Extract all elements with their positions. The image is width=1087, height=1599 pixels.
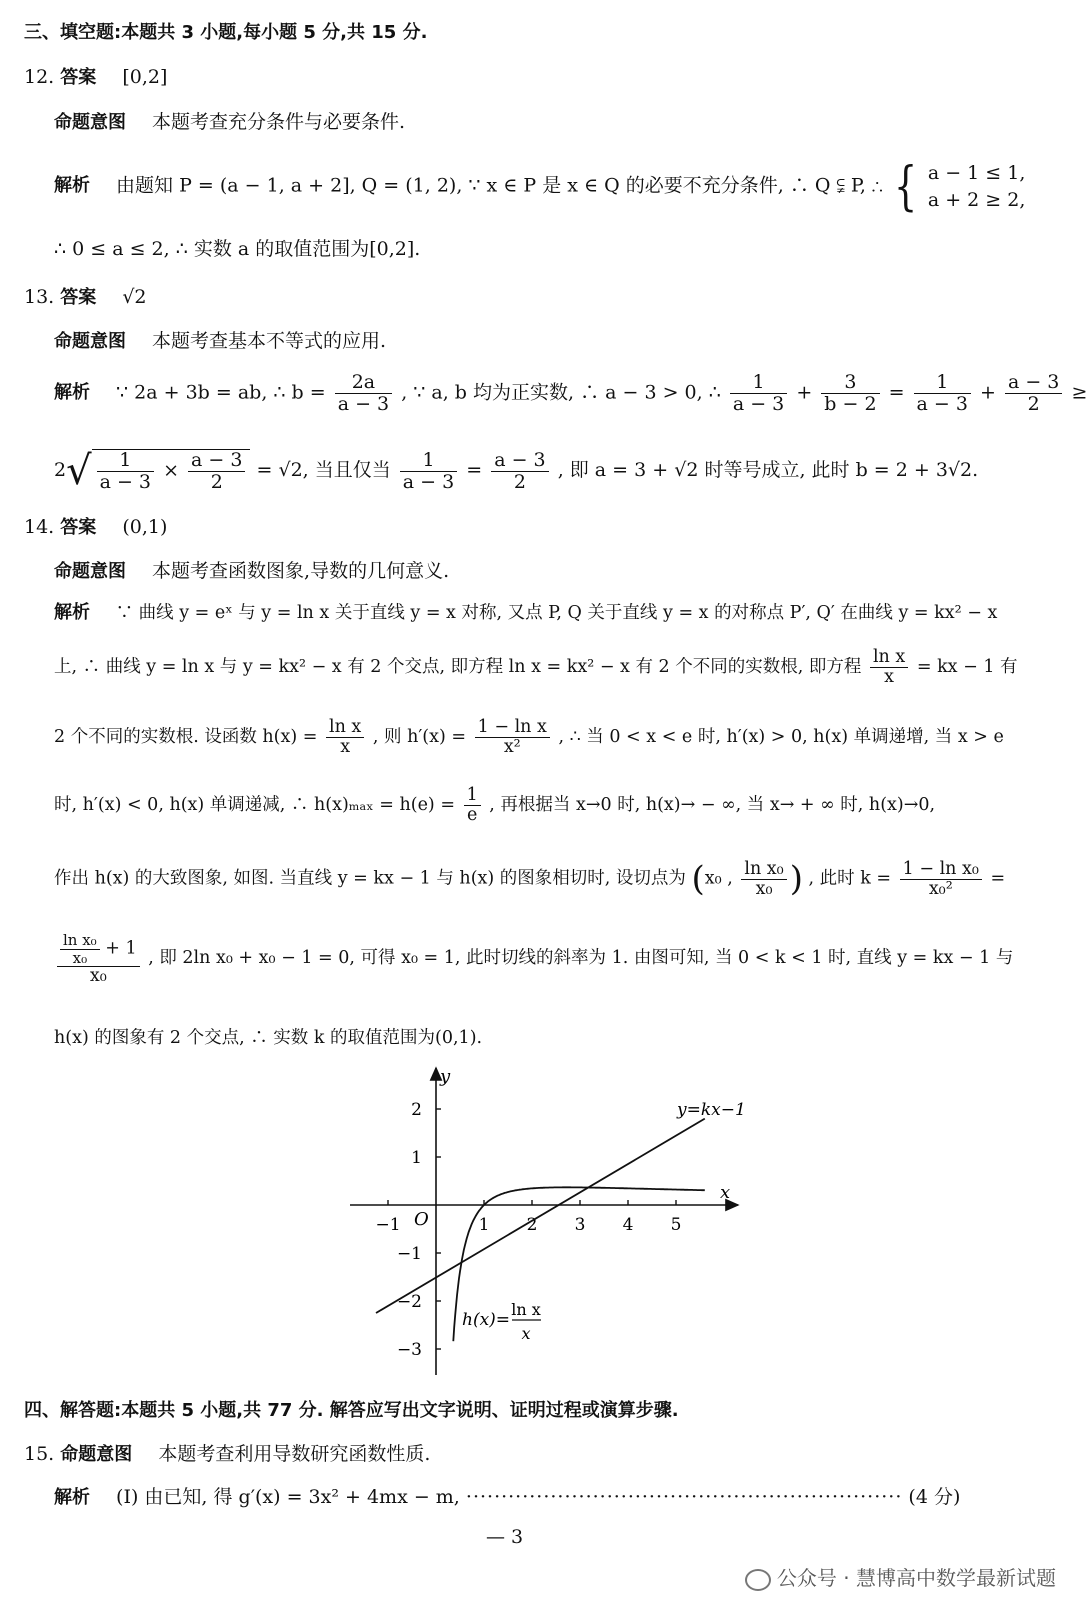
q12-conclusion: ∴ 0 ≤ a ≤ 2, ∴ 实数 a 的取值范围为[0,2]. <box>54 238 421 260</box>
q14-intent: 本题考查函数图象,导数的几何意义. <box>152 560 450 582</box>
q14-text-4b: , 再根据当 x→0 时, h(x)→ − ∞, 当 x→ + ∞ 时, h(x)→0, <box>489 794 936 815</box>
q14-frac-pt: $\frac{\text{ln x₀}}{\text{x₀}}$ <box>741 860 786 900</box>
q14-intent-line <box>54 560 449 584</box>
q15-text: (Ⅰ) 由已知, 得 g′(x) = 3x² + 4mx − m, <box>116 1486 460 1508</box>
y-axis-label: y <box>440 1066 451 1087</box>
q14-para-6 <box>54 932 1013 986</box>
q13-answer: √2 <box>122 286 147 308</box>
q13-h2: $\frac{a - 3}{2}$ <box>491 450 548 493</box>
q14-answer-line <box>24 516 167 540</box>
q12-sys1: a − 1 ≤ 1, <box>927 162 1026 184</box>
q14-para-7: h(x) 的图象有 2 个交点, ∴ 实数 k 的取值范围为(0,1). <box>54 1028 483 1048</box>
q12-intent-line <box>54 111 405 135</box>
y-tick-label: −3 <box>396 1340 422 1360</box>
q12-intent: 本题考查充分条件与必要条件. <box>152 111 406 133</box>
q15-intent-label: 命题意图 <box>60 1444 133 1465</box>
q12-answer-line <box>24 66 167 90</box>
q14-para-3 <box>54 718 1004 758</box>
q14-frac-d: $\frac{1}{e}$ <box>464 786 481 826</box>
q14-paren-left: ( <box>691 859 705 899</box>
q14-text-5b: , 此时 k = <box>808 868 892 889</box>
y-ticks <box>397 1100 441 1360</box>
curve-label-a: h(x)= <box>462 1310 511 1330</box>
q13-analysis-line2 <box>54 446 978 496</box>
y-tick-label: 1 <box>411 1148 422 1168</box>
q14-para-2 <box>54 648 1018 688</box>
q13-number: 13. <box>24 286 55 308</box>
q12-number: 12. <box>24 66 55 88</box>
x-tick-label: −1 <box>375 1215 401 1235</box>
q15-analysis-line <box>54 1486 960 1510</box>
x-tick-label: 3 <box>574 1215 586 1235</box>
q14-frac-b: $\frac{\text{ln x}}{x}$ <box>326 718 364 758</box>
q13-frac-b: $\frac{2a}{a - 3}$ <box>335 372 392 415</box>
q13-frac-2: $\frac{3}{b - 2}$ <box>821 372 879 415</box>
q14-text-2b: = kx − 1 有 <box>916 656 1018 677</box>
q13-plus: + <box>796 381 813 404</box>
section-3-header: 三、填空题:本题共 3 小题,每小题 5 分,共 15 分. <box>24 22 428 43</box>
q13-intent-label: 命题意图 <box>54 331 126 352</box>
y-tick-label: 2 <box>411 1100 422 1120</box>
q13-frac-3: $\frac{1}{a - 3}$ <box>914 372 971 415</box>
q15-dots: ······························································ <box>465 1486 903 1508</box>
q13-times: × <box>163 459 179 482</box>
q14-text-4a: 时, h′(x) < 0, h(x) 单调递减, ∴ h(x)ₘₐₓ = h(e) = <box>54 794 455 815</box>
q13-answer-line <box>24 286 147 310</box>
q13-text-b: , ∵ a, b 均为正实数, ∴ a − 3 > 0, ∴ <box>401 381 721 404</box>
q14-text-5a: 作出 h(x) 的大致图象, 如图. 当直线 y = kx − 1 与 h(x) 的图象相切时, 设切点为 <box>54 868 686 889</box>
q15-intent: 本题考查利用导数研究函数性质. <box>158 1443 431 1465</box>
q14-paren-right: ) <box>789 859 803 899</box>
q15-number: 15. <box>24 1443 55 1465</box>
q12-analysis-line <box>54 156 1026 217</box>
q14-answer: (0,1) <box>122 516 168 538</box>
q15-analysis-label: 解析 <box>54 1487 90 1508</box>
q13-analysis-line1 <box>54 372 1087 415</box>
q13-answer-label: 答案 <box>60 287 97 308</box>
q13-g1: $\frac{1}{a - 3}$ <box>97 450 154 493</box>
section-4-header: 四、解答题:本题共 5 小题,共 77 分. 解答应写出文字说明、证明过程或演算步骤. <box>24 1400 679 1421</box>
q13-plus-2: + <box>980 381 996 404</box>
y-tick-label: −1 <box>396 1244 422 1264</box>
q13-h1: $\frac{1}{a - 3}$ <box>400 450 457 493</box>
q13-frac-1: $\frac{1}{a - 3}$ <box>730 372 787 415</box>
watermark: 公众号 · 慧博高中数学最新试题 <box>745 1562 1056 1591</box>
q14-number: 14. <box>24 516 55 538</box>
q13-intent-line <box>54 330 386 354</box>
q12-answer-label: 答案 <box>60 67 97 88</box>
q14-para-1 <box>54 602 997 625</box>
x-tick-label: 2 <box>526 1215 538 1235</box>
q13-intent: 本题考查基本不等式的应用. <box>152 330 387 352</box>
q14-answer-label: 答案 <box>60 517 97 538</box>
q13-coef: 2 <box>54 459 67 482</box>
wechat-icon <box>745 1569 771 1591</box>
q14-analysis-label: 解析 <box>54 602 90 623</box>
sqrt-icon: √ <box>66 448 92 494</box>
q13-text-c: = √2, 当且仅当 <box>256 459 391 482</box>
x-tick-label: 5 <box>670 1215 682 1235</box>
q14-para-5 <box>54 858 1005 901</box>
q13-g2: $\frac{a - 3}{2}$ <box>188 450 245 493</box>
q12-brace: { <box>893 156 917 217</box>
q14-pt-x: x₀ , <box>704 868 733 889</box>
q15-intent-line <box>24 1443 430 1467</box>
x-tick-label: 1 <box>478 1215 490 1235</box>
x-tick-label: 4 <box>622 1215 634 1235</box>
q14-frac-a: $\frac{\text{ln x}}{x}$ <box>870 648 908 688</box>
q14-frac-c: $\frac{\text{1 − ln x}}{\text{x²}}$ <box>475 718 550 758</box>
q14-compound-frac: $\frac{\text{ln x₀}}{\text{x₀}}$ + 1 x₀ <box>57 932 140 986</box>
q15-points: (4 分) <box>908 1486 961 1508</box>
q14-text-1: ∵ 曲线 y = eˣ 与 y = ln x 关于直线 y = x 对称, 又点 P, Q 关于直线 y = x 的对称点 P′, Q′ 在曲线 y = kx² − x <box>115 603 998 623</box>
q13-ge: ≥ <box>1071 381 1087 404</box>
origin-label: O <box>414 1209 429 1230</box>
y-tick-label: −2 <box>396 1292 422 1312</box>
q12-intent-label: 命题意图 <box>54 112 126 133</box>
x-axis-label: x <box>720 1182 731 1203</box>
q13-eq-2: = <box>466 459 483 482</box>
q14-text-6: , 即 2ln x₀ + x₀ − 1 = 0, 可得 x₀ = 1, 此时切线的斜率为 1. 由图可知, 当 0 < k < 1 时, 直线 y = kx − 1 与 <box>148 948 1014 969</box>
q14-text-3a: 2 个不同的实数根. 设函数 h(x) = <box>54 726 318 747</box>
q13-frac-4: $\frac{a - 3}{2}$ <box>1005 372 1062 415</box>
q12-analysis-label: 解析 <box>54 175 90 197</box>
q13-sqrt-body <box>92 449 251 493</box>
curve-label-den: x <box>521 1324 531 1343</box>
q14-para-4 <box>54 786 935 826</box>
q14-frac-k: $\frac{\text{1 − ln x₀}}{\text{x₀²}}$ <box>900 860 982 900</box>
line-label: y=kx−1 <box>677 1100 746 1120</box>
q14-text-2a: 上, ∴ 曲线 y = ln x 与 y = kx² − x 有 2 个交点, 即方程 ln x = kx² − x 有 2 个不同的实数根, 即方程 <box>54 656 862 677</box>
q13-text-a: ∵ 2a + 3b = ab, ∴ b = <box>116 381 326 404</box>
q13-eq: = <box>888 381 905 404</box>
q13-analysis-label: 解析 <box>54 382 90 404</box>
q12-system <box>928 160 1026 213</box>
q14-text-3b: , 则 h′(x) = <box>372 726 467 747</box>
function-graph <box>340 1060 760 1380</box>
q14-text-5c: = <box>990 868 1006 889</box>
q14-intent-label: 命题意图 <box>54 561 126 582</box>
q12-sys2: a + 2 ≥ 2, <box>927 188 1026 211</box>
q12-answer: [0,2] <box>122 66 168 88</box>
q12-analysis-text: 由题知 P = (a − 1, a + 2], Q = (1, 2), ∵ x ∈ P 是 x ∈ Q 的必要不充分条件, ∴ Q ⫋ P, ∴ <box>116 174 883 197</box>
q14-text-3c: , ∴ 当 0 < x < e 时, h′(x) > 0, h(x) 单调递增, 当 x > e <box>558 726 1004 747</box>
q13-text-d: , 即 a = 3 + √2 时等号成立, 此时 b = 2 + 3√2. <box>557 459 979 482</box>
curve-label-num: ln x <box>511 1300 541 1319</box>
page-number: — 3 <box>486 1526 524 1548</box>
